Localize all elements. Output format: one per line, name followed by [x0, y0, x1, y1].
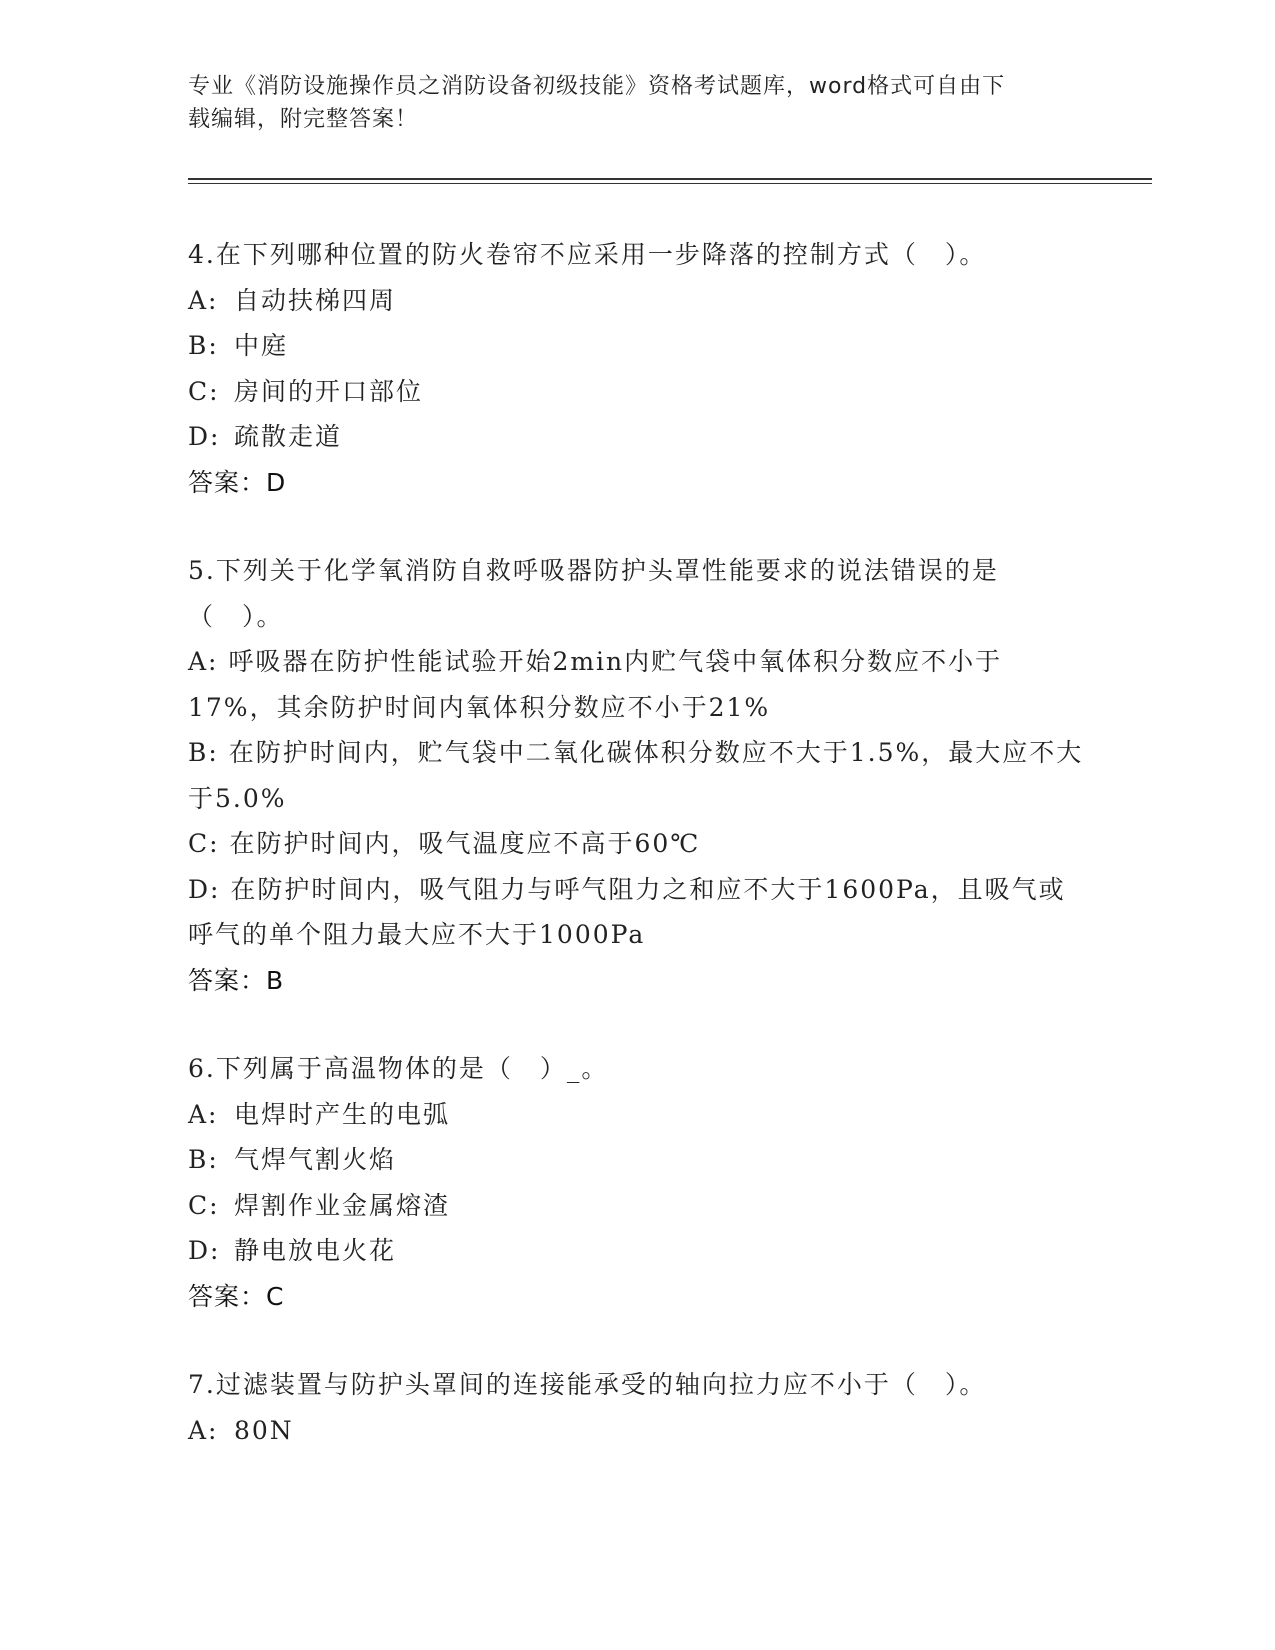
question-4	[188, 232, 1088, 505]
option-c	[188, 369, 1088, 415]
question-text: 下列属于高温物体的是（ ）_。	[215, 1054, 609, 1083]
option-key: A:	[188, 1415, 219, 1445]
question-number: 4.	[188, 240, 216, 269]
document-header	[188, 70, 1078, 136]
option-a	[188, 278, 1088, 324]
answer-value: C	[266, 1281, 285, 1311]
answer-label: 答案：	[188, 467, 267, 497]
header-divider-thick	[188, 178, 1152, 180]
option-b	[188, 730, 1088, 821]
option-text: 气焊气割火焰	[234, 1145, 397, 1174]
question-number: 6.	[188, 1054, 216, 1083]
option-b	[188, 1137, 1088, 1183]
option-key: A:	[188, 285, 219, 315]
option-d	[188, 414, 1088, 460]
question-text: 过滤装置与防护头罩间的连接能承受的轴向拉力应不小于（ ）。	[215, 1370, 987, 1399]
question-text: 下列关于化学氧消防自救呼吸器防护头罩性能要求的说法错误的是（ ）。	[188, 556, 999, 631]
option-text: 80N	[234, 1415, 294, 1445]
option-c	[188, 1183, 1088, 1229]
option-text: 呼吸器在防护性能试验开始2min内贮气袋中氧体积分数应不小于17%，其余防护时间内氧体积分数应不小于21%	[188, 647, 1003, 722]
question-number: 7.	[188, 1370, 216, 1399]
option-key: B:	[188, 331, 219, 360]
question-stem	[188, 548, 1088, 639]
question-stem	[188, 232, 1088, 278]
option-key: C:	[188, 376, 220, 406]
option-text: 房间的开口部位	[234, 376, 424, 406]
option-key: B:	[188, 738, 219, 767]
option-b	[188, 323, 1088, 369]
answer-line	[188, 958, 1088, 1004]
option-c	[188, 821, 1088, 867]
option-text: 疏散走道	[234, 422, 343, 451]
answer-label: 答案：	[188, 965, 267, 995]
option-text: 在防护时间内，贮气袋中二氧化碳体积分数应不大于1.5%，最大应不大于5.0%	[188, 738, 1084, 813]
option-a	[188, 1092, 1088, 1138]
option-text: 电焊时产生的电弧	[234, 1099, 451, 1129]
header-line-1: 专业《消防设施操作员之消防设备初级技能》资格考试题库，word格式可自由下	[188, 74, 1006, 99]
option-d	[188, 1228, 1088, 1274]
answer-line	[188, 1274, 1088, 1320]
option-key: D:	[188, 874, 221, 904]
option-key: D:	[188, 422, 221, 451]
question-stem	[188, 1362, 1088, 1408]
option-text: 静电放电火花	[234, 1236, 397, 1265]
option-key: D:	[188, 1236, 221, 1265]
option-d	[188, 867, 1088, 958]
question-5	[188, 548, 1088, 1003]
option-a	[188, 639, 1088, 730]
header-line-2: 载编辑，附完整答案！	[188, 107, 419, 132]
option-text: 自动扶梯四周	[234, 285, 397, 315]
answer-value: B	[266, 965, 285, 995]
question-list	[188, 232, 1088, 1496]
question-number: 5.	[188, 556, 216, 585]
header-divider-thin	[188, 183, 1152, 184]
option-text: 在防护时间内，吸气温度应不高于60℃	[229, 829, 701, 858]
question-7	[188, 1362, 1088, 1453]
option-key: C:	[188, 1190, 220, 1220]
answer-line	[188, 460, 1088, 506]
option-key: A:	[188, 1099, 219, 1129]
option-text: 焊割作业金属熔渣	[234, 1190, 451, 1220]
option-key: A:	[188, 647, 219, 676]
option-text: 在防护时间内，吸气阻力与呼气阻力之和应不大于1600Pa，且吸气或呼气的单个阻力最大应不大于1000Pa	[188, 874, 1066, 949]
answer-label: 答案：	[188, 1281, 267, 1311]
option-text: 中庭	[234, 331, 289, 360]
question-6	[188, 1046, 1088, 1319]
answer-value: D	[266, 467, 287, 497]
option-key: B:	[188, 1145, 219, 1174]
option-key: C:	[188, 829, 220, 858]
question-text: 在下列哪种位置的防火卷帘不应采用一步降落的控制方式（ ）。	[215, 240, 987, 269]
option-a	[188, 1408, 1088, 1454]
question-stem	[188, 1046, 1088, 1092]
